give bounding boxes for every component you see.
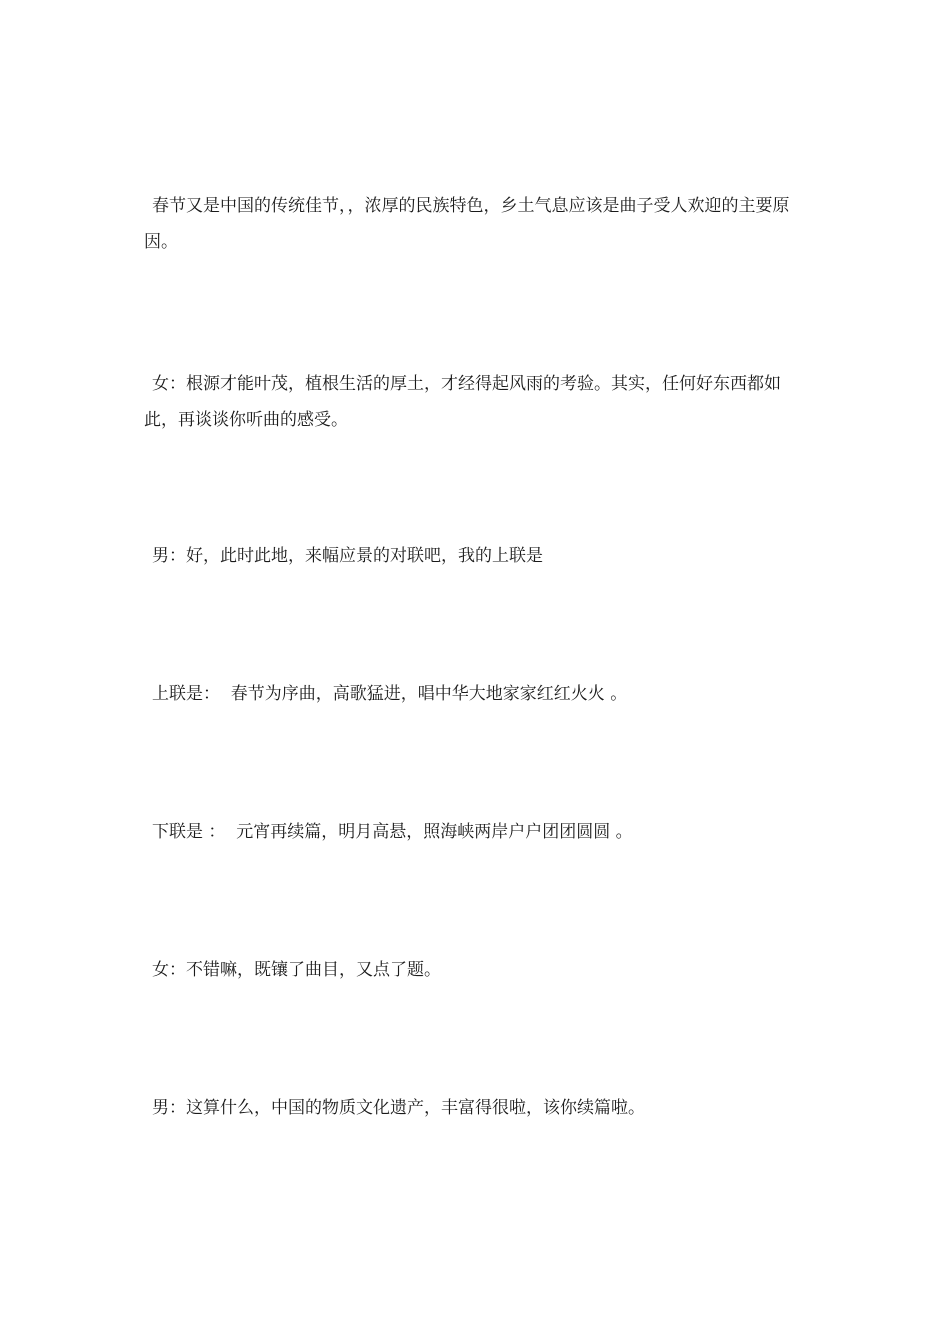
paragraph-2: 女：根源才能叶茂，植根生活的厚土，才经得起风雨的考验。其实，任何好东西都如此，再谈谈你听曲的感受。 <box>144 374 781 430</box>
paragraph-1: 春节又是中国的传统佳节，，浓厚的民族特色，乡土气息应该是曲子受人欢迎的主要原因。 <box>144 196 790 252</box>
paragraph-6: 女：不错嘛，既镶了曲目，又点了题。 <box>152 960 441 980</box>
paragraph-upper-couplet: 上联是： 春节为序曲，高歌猛进，唱中华大地家家红红火火 。 <box>152 684 628 704</box>
paragraph-lower-couplet: 下联是 ： 元宵再续篇，明月高悬，照海峡两岸户户团团圆圆 。 <box>152 822 633 842</box>
paragraph-7: 男：这算什么，中国的物质文化遗产，丰富得很啦，该你续篇啦。 <box>152 1098 645 1118</box>
paragraph-3: 男：好，此时此地，来幅应景的对联吧，我的上联是 <box>152 546 543 566</box>
